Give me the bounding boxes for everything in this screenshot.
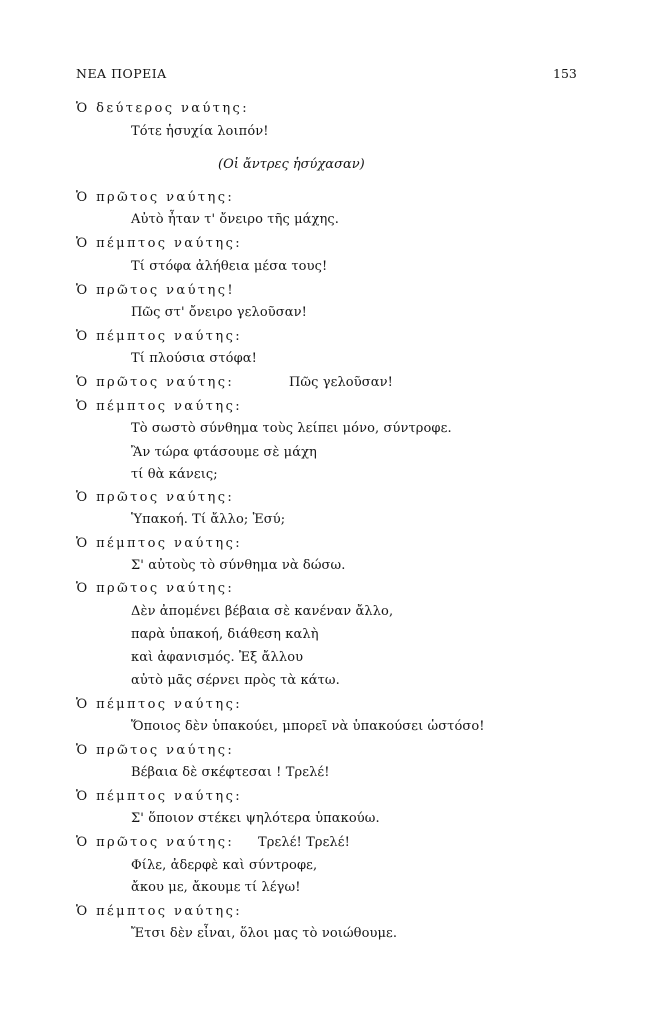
speech-line: Αὐτὸ ἦταν τ' ὄνειρο τῆς μάχης. xyxy=(131,212,339,227)
speaker-label: Ὁ πρῶτος ναύτης: xyxy=(76,490,235,505)
speech-line: Τὸ σωστὸ σύνθημα τοὺς λείπει μόνο, σύντροφε. xyxy=(131,421,452,436)
speech-line: παρὰ ὑπακοή, διάθεση καλὴ xyxy=(131,627,319,642)
speaker-label: Ὁ δεύτερος ναύτης: xyxy=(76,101,250,116)
speech-line: Τί πλούσια στόφα! xyxy=(131,351,257,366)
speech-line: Πῶς στ' ὄνειρο γελοῦσαν! xyxy=(131,305,307,320)
speaker-label: Ὁ πέμπτος ναύτης: xyxy=(76,789,243,804)
speaker-label: Ὁ πέμπτος ναύτης: xyxy=(76,236,243,251)
speech-line: Σ' ὅποιον στέκει ψηλότερα ὑπακούω. xyxy=(131,811,380,826)
running-title: ΝΕΑ ΠΟΡΕΙΑ xyxy=(76,66,167,81)
speech-line: Βέβαια δὲ σκέφτεσαι ! Τρελέ! xyxy=(131,765,330,780)
speaker-label: Ὁ πέμπτος ναύτης: xyxy=(76,329,243,344)
speech-line: Ὑπακοή. Τί ἄλλο; Ἐσύ; xyxy=(131,512,286,527)
speech-line: Τρελέ! Τρελέ! xyxy=(258,835,350,850)
speaker-label: Ὁ πρῶτος ναύτης: xyxy=(76,190,235,205)
speech-line: Ὅποιος δὲν ὑπακούει, μπορεῖ νὰ ὑπακούσει ὡστόσο! xyxy=(131,719,485,734)
speaker-label: Ὁ πρῶτος ναύτης: xyxy=(76,375,235,390)
page-number: 153 xyxy=(553,66,577,81)
speech-line: Δὲν ἀπομένει βέβαια σὲ κανέναν ἄλλο, xyxy=(131,604,394,619)
speaker-label: Ὁ πέμπτος ναύτης: xyxy=(76,536,243,551)
speech-line: τί θὰ κάνεις; xyxy=(131,467,218,482)
speaker-label: Ὁ πρῶτος ναύτης: xyxy=(76,581,235,596)
speech-line: Φίλε, ἀδερφὲ καὶ σύντροφε, xyxy=(131,858,318,873)
speech-line: ἄκου με, ἄκουμε τί λέγω! xyxy=(131,880,301,895)
speaker-label: Ὁ πέμπτος ναύτης: xyxy=(76,904,243,919)
speech-line: Ἂν τώρα φτάσουμε σὲ μάχη xyxy=(131,445,317,460)
speaker-label: Ὁ πρῶτος ναύτης: xyxy=(76,835,235,850)
speech-line: αὐτὸ μᾶς σέρνει πρὸς τὰ κάτω. xyxy=(131,673,340,688)
stage-direction: (Οἱ ἄντρες ἡσύχασαν) xyxy=(218,157,365,172)
speaker-label: Ὁ πέμπτος ναύτης: xyxy=(76,399,243,414)
speech-line: καὶ ἀφανισμός. Ἐξ ἄλλου xyxy=(131,650,304,665)
speaker-label: Ὁ πρῶτος ναύτης! xyxy=(76,283,235,298)
speech-line: Πῶς γελοῦσαν! xyxy=(289,375,393,390)
speaker-label: Ὁ πέμπτος ναύτης: xyxy=(76,697,243,712)
speech-line: Τότε ἡσυχία λοιπόν! xyxy=(131,124,269,139)
speech-line: Τί στόφα ἀλήθεια μέσα τους! xyxy=(131,259,328,274)
speech-line: Σ' αὐτοὺς τὸ σύνθημα νὰ δώσω. xyxy=(131,558,346,573)
speech-line: Ἔτσι δὲν εἶναι, ὅλοι μας τὸ νοιώθουμε. xyxy=(131,926,398,941)
speaker-label: Ὁ πρῶτος ναύτης: xyxy=(76,743,235,758)
